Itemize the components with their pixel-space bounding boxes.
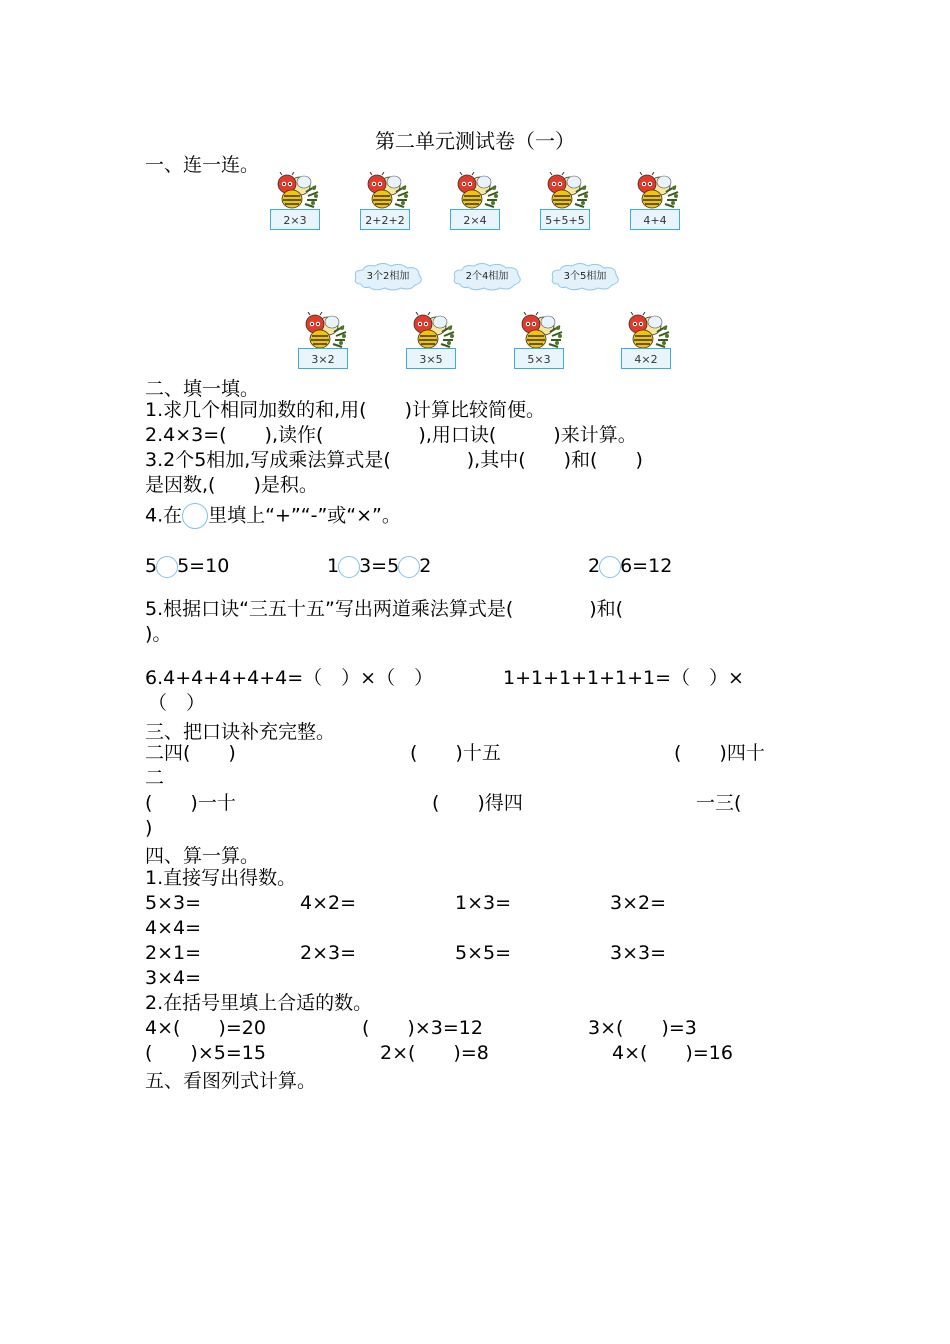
question-3-cont: 是因数,( )是积。 xyxy=(145,474,318,496)
operator-circle[interactable] xyxy=(599,556,621,578)
bee-icon xyxy=(298,312,348,350)
expression-box[interactable]: 3×5 xyxy=(406,348,456,369)
fill-item: 2×( )=8 xyxy=(380,1042,489,1064)
calc-item: 5×3= xyxy=(145,892,202,914)
section-5-heading: 五、看图列式计算。 xyxy=(145,1070,317,1092)
bee-icon xyxy=(450,172,500,210)
page-title: 第二单元测试卷（一） xyxy=(375,129,575,153)
fill-item: ( )×3=12 xyxy=(362,1017,483,1039)
section-1-heading: 一、连一连。 xyxy=(145,154,260,176)
rhyme-item-cont: ) xyxy=(145,817,153,839)
bee-icon xyxy=(630,172,680,210)
rhyme-item: ( )四十 xyxy=(674,742,765,764)
calc-item: 2×1= xyxy=(145,942,202,964)
bee-icon xyxy=(514,312,564,350)
expression-box[interactable]: 2×4 xyxy=(450,209,500,230)
question-5-cont: )。 xyxy=(145,623,172,645)
bee-icon xyxy=(540,172,590,210)
question-2: 2.4×3=( ),读作( ),用口诀( )来计算。 xyxy=(145,424,637,446)
expression-box[interactable]: 4×2 xyxy=(621,348,671,369)
cloud-label[interactable]: 3个5相加 xyxy=(550,262,620,292)
rhyme-item: ( )一十 xyxy=(145,792,236,814)
bee-icon xyxy=(270,172,320,210)
operator-circle[interactable] xyxy=(156,556,178,578)
fill-item: 3×( )=3 xyxy=(588,1017,697,1039)
expression-box[interactable]: 2×3 xyxy=(270,209,320,230)
section-4-heading: 四、算一算。 xyxy=(145,845,260,867)
cloud-label[interactable]: 3个2相加 xyxy=(353,262,423,292)
equation-1: 5 5=10 xyxy=(145,555,230,577)
rhyme-item: 一三( xyxy=(696,792,742,814)
bee-icon xyxy=(406,312,456,350)
section-2-heading: 二、填一填。 xyxy=(145,378,260,400)
operator-circle[interactable] xyxy=(398,556,420,578)
bee-icon xyxy=(360,172,410,210)
calc-item: 3×3= xyxy=(610,942,667,964)
calc-item: 3×4= xyxy=(145,967,202,989)
calc-item: 1×3= xyxy=(455,892,512,914)
operator-circle[interactable] xyxy=(338,556,360,578)
expression-box[interactable]: 3×2 xyxy=(298,348,348,369)
fill-item: ( )×5=15 xyxy=(145,1042,266,1064)
expression-box[interactable]: 5+5+5 xyxy=(540,209,590,230)
calc-item: 3×2= xyxy=(610,892,667,914)
part-2-label: 2.在括号里填上合适的数。 xyxy=(145,992,373,1014)
part-1-label: 1.直接写出得数。 xyxy=(145,867,297,889)
rhyme-item: 二四( ) xyxy=(145,742,236,764)
circle-blank[interactable] xyxy=(182,503,208,529)
expression-box[interactable]: 5×3 xyxy=(514,348,564,369)
section-3-heading: 三、把口诀补充完整。 xyxy=(145,721,336,743)
cloud-label[interactable]: 2个4相加 xyxy=(452,262,522,292)
calc-item: 4×2= xyxy=(300,892,357,914)
calc-item: 4×4= xyxy=(145,917,202,939)
equation-3: 2 6=12 xyxy=(588,555,673,577)
rhyme-item: ( )十五 xyxy=(410,742,501,764)
question-4: 4.在 里填上“+”“-”或“×”。 xyxy=(145,503,401,529)
calc-item: 2×3= xyxy=(300,942,357,964)
question-3: 3.2个5相加,写成乘法算式是( ),其中( )和( ) xyxy=(145,449,643,471)
expression-box[interactable]: 2+2+2 xyxy=(360,209,410,230)
calc-item: 5×5= xyxy=(455,942,512,964)
question-6a: 6.4+4+4+4+4=（ ）×（ ） xyxy=(145,667,434,689)
expression-box[interactable]: 4+4 xyxy=(630,209,680,230)
question-1: 1.求几个相同加数的和,用( )计算比较简便。 xyxy=(145,399,545,421)
equation-2: 1 3=5 2 xyxy=(327,555,432,577)
fill-item: 4×( )=20 xyxy=(145,1017,266,1039)
fill-item: 4×( )=16 xyxy=(612,1042,733,1064)
bee-icon xyxy=(621,312,671,350)
question-6b: 1+1+1+1+1+1=（ ）× xyxy=(503,667,744,689)
rhyme-item: ( )得四 xyxy=(432,792,523,814)
rhyme-item-cont: 二 xyxy=(145,767,165,789)
question-5: 5.根据口诀“三五十五”写出两道乘法算式是( )和( xyxy=(145,598,624,620)
question-6b-cont: （ ） xyxy=(148,692,206,714)
